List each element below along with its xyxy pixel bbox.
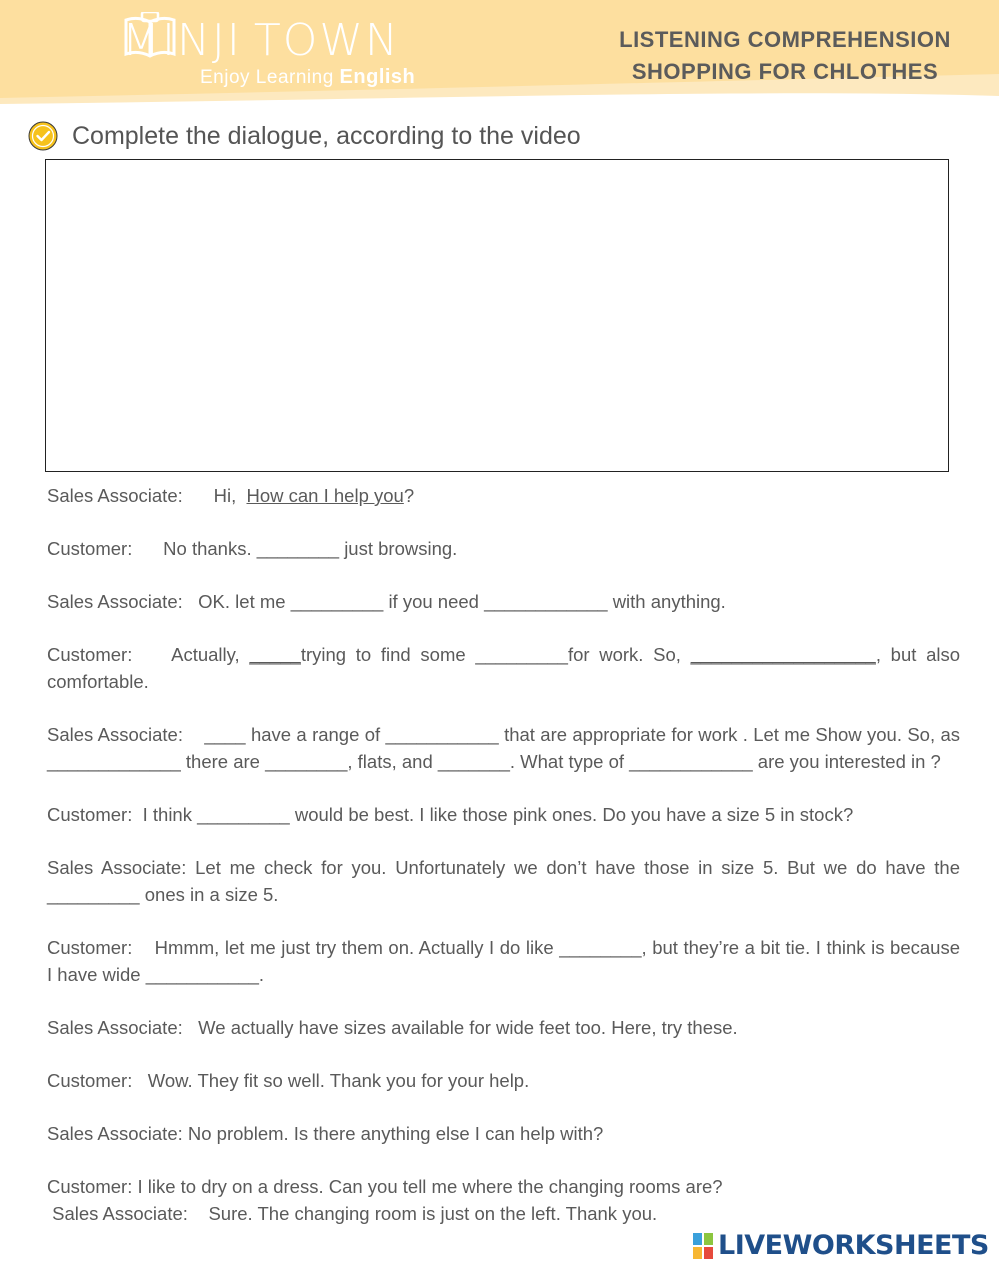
dialogue-line [47,1067,960,1094]
speaker: Sales Associate: [47,591,183,612]
liveworksheets-icon [692,1232,714,1260]
dialogue-line [47,535,960,562]
speaker: Customer: [47,937,133,958]
dialogue-line [47,854,960,908]
dialogue-line [47,1014,960,1041]
speaker: Customer: [47,538,133,559]
answer-blank[interactable]: How can I help you [246,485,404,506]
line-text: We actually have sizes available for wide feet too. Here, try these. [198,1017,738,1038]
dialogue-line [47,934,960,988]
liveworksheets-logo[interactable] [692,1230,989,1261]
speaker: Customer: [47,1070,133,1091]
line-text[interactable]: No thanks. ________ just browsing. [163,538,458,559]
header-banner [0,0,999,120]
line-text: No problem. Is there anything else I can help with? [187,1123,604,1144]
answer-blank[interactable]: __________________ [690,644,876,665]
speaker: Customer: [47,804,133,825]
topic-line-2: SHOPPING FOR CHLOTHES [631,59,939,84]
dialogue-line: Customer: Actually, _____trying to find some _________for work. So, __________________, but also comfortable. [47,644,961,692]
tagline-bold: English [339,66,416,88]
dialogue-line [47,1200,960,1227]
brand-left: MINJI [122,14,242,66]
dialogue-line [47,588,960,615]
dialogue-line [47,801,960,828]
speaker: Sales Associate: [47,1123,183,1144]
line-text[interactable]: ____ have a range of ___________ that are appropriate for work . Let me Show you. So, as _____________ there are ________, flats, and _______. What type of ____________ are you interested in ? [47,724,960,772]
line-text: Wow. They fit so well. Thank you for your help. [147,1070,530,1091]
speaker: Sales Associate: [47,485,183,506]
dialogue-line [47,1120,960,1147]
topic-line-1: LISTENING COMPREHENSION [619,27,951,52]
speaker: Sales Associate: [52,1203,188,1224]
tagline-prefix: Enjoy Learning [200,67,334,88]
check-circle-icon [28,121,58,151]
logo-text: LIVEWORKSHEETS [718,1230,989,1261]
dialogue-line [47,721,960,775]
line-text: I like to dry on a dress. Can you tell me where the changing rooms are? [137,1176,723,1197]
dialogue-line: Sales Associate: Hi, How can I help you? [47,485,415,506]
instruction [28,118,581,154]
tagline [200,66,415,89]
speaker: Sales Associate: [47,857,187,878]
answer-blank[interactable]: _____ [249,644,301,665]
speaker: Sales Associate: [47,724,183,745]
worksheet-topic [600,24,970,88]
line-text[interactable]: I think _________ would be best. I like those pink ones. Do you have a size 5 in stock? [142,804,854,825]
line-text[interactable]: Hmmm, let me just try them on. Actually I do like ________, but they’re a bit tie. I think is because I have wide ___________. [47,937,960,985]
dialogue [47,482,960,1227]
line-text: Sure. The changing room is just on the left. Thank you. [208,1203,658,1224]
line-text[interactable]: Let me check for you. Unfortunately we don’t have those in size 5. But we do have the _________ ones in a size 5. [47,857,960,905]
speaker: Customer: [47,1176,133,1197]
speaker: Customer: [47,644,133,665]
dialogue-line [47,1173,960,1200]
video-player[interactable] [45,159,949,472]
brand-right: TOWN [253,14,400,66]
brand-logo [122,12,400,66]
speaker: Sales Associate: [47,1017,183,1038]
instruction-text: Complete the dialogue, according to the video [72,121,581,150]
line-text[interactable]: OK. let me _________ if you need ____________ with anything. [198,591,726,612]
